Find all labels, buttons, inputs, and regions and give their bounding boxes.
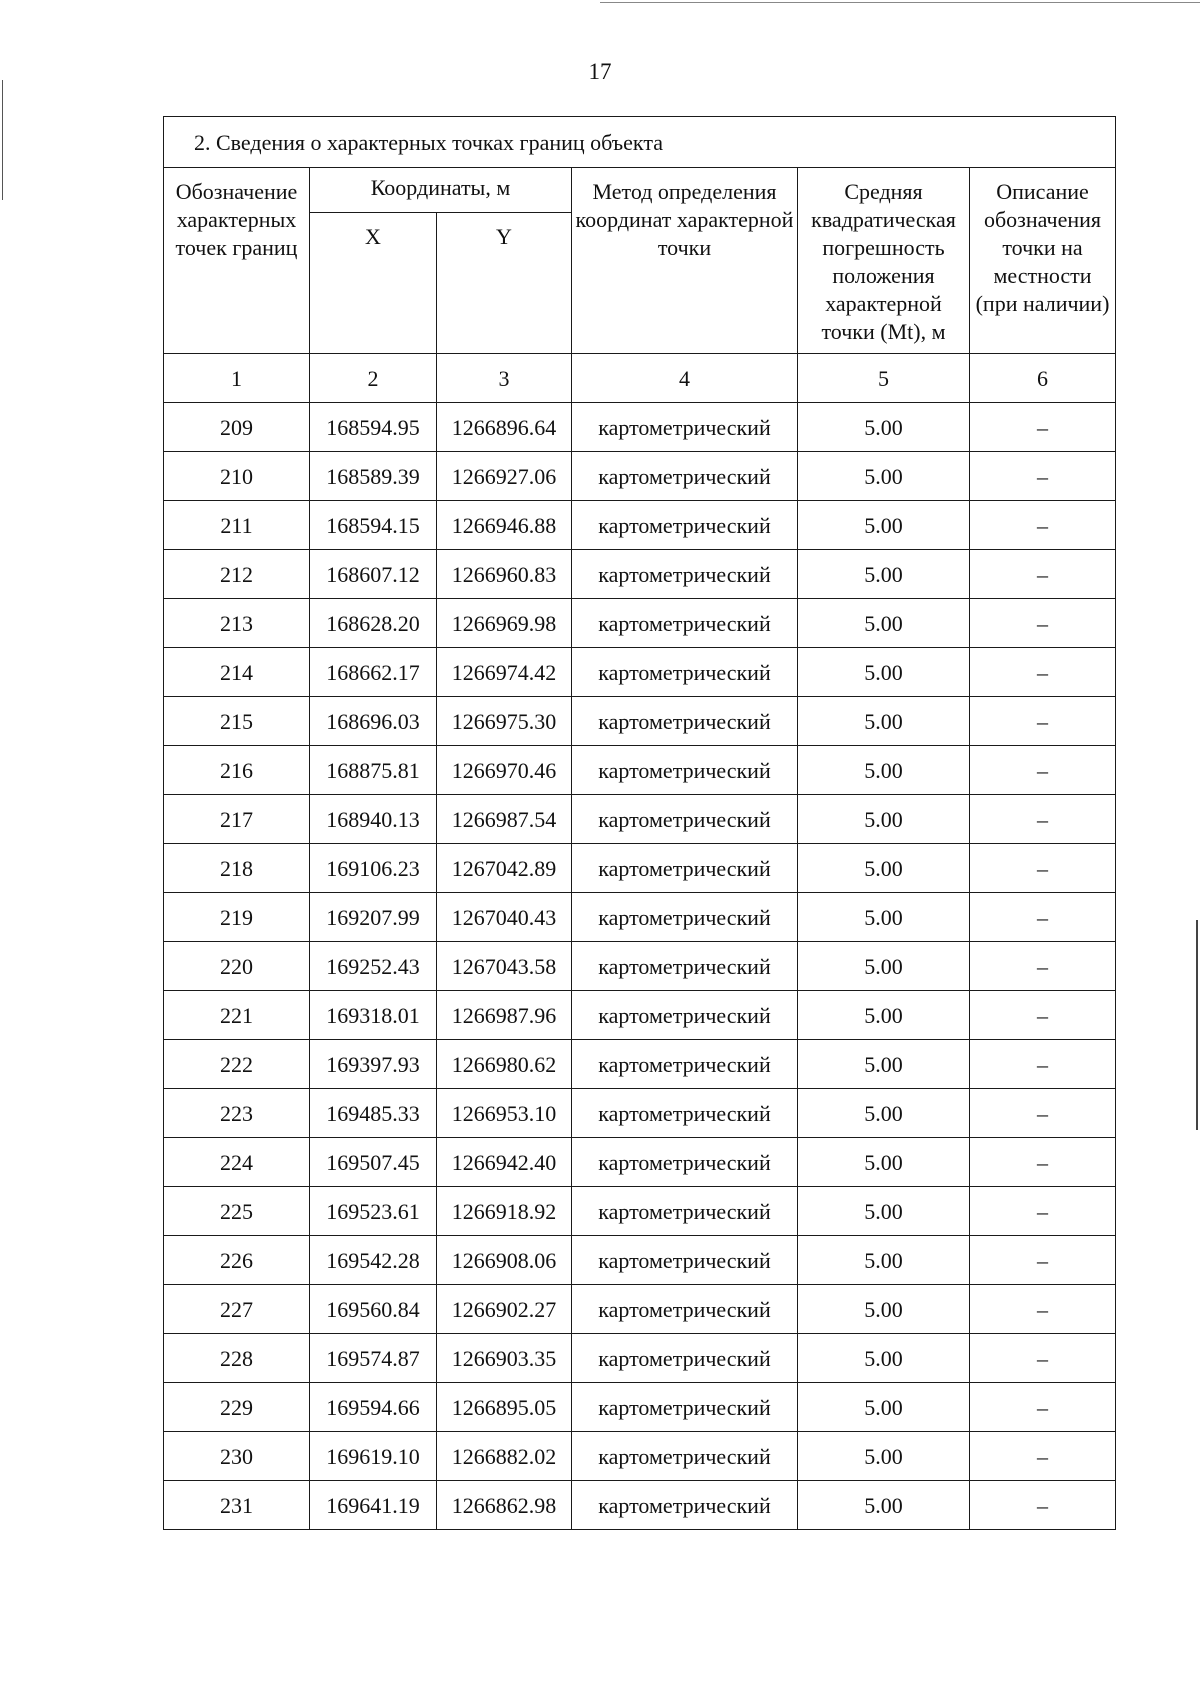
cell-y: 1266960.83 [437, 550, 572, 599]
cell-y: 1266953.10 [437, 1089, 572, 1138]
header-error: Средняя квадратическая погрешность положения характерной точки (Mt), м [798, 168, 970, 354]
header-x: X [310, 213, 437, 354]
cell-point: 217 [164, 795, 310, 844]
table-row [164, 550, 1116, 599]
cell-description: – [970, 991, 1116, 1040]
cell-point: 229 [164, 1383, 310, 1432]
table-row [164, 403, 1116, 452]
cell-point: 214 [164, 648, 310, 697]
cell-error: 5.00 [798, 599, 970, 648]
cell-error: 5.00 [798, 1138, 970, 1187]
cell-description: – [970, 1040, 1116, 1089]
cell-description: – [970, 1138, 1116, 1187]
cell-method: картометрический [572, 746, 798, 795]
cell-method: картометрический [572, 844, 798, 893]
boundary-points-table-wrap [163, 116, 1115, 1530]
cell-error: 5.00 [798, 795, 970, 844]
cell-y: 1266987.54 [437, 795, 572, 844]
cell-y: 1266975.30 [437, 697, 572, 746]
scan-edge-top [600, 2, 1200, 3]
table-row [164, 1187, 1116, 1236]
cell-x: 169542.28 [310, 1236, 437, 1285]
cell-x: 168589.39 [310, 452, 437, 501]
cell-x: 168594.15 [310, 501, 437, 550]
cell-method: картометрический [572, 599, 798, 648]
cell-x: 169485.33 [310, 1089, 437, 1138]
cell-method: картометрический [572, 1285, 798, 1334]
table-row [164, 697, 1116, 746]
cell-y: 1266895.05 [437, 1383, 572, 1432]
cell-point: 219 [164, 893, 310, 942]
cell-description: – [970, 1334, 1116, 1383]
cell-error: 5.00 [798, 1236, 970, 1285]
table-row [164, 1383, 1116, 1432]
cell-point: 213 [164, 599, 310, 648]
cell-y: 1266918.92 [437, 1187, 572, 1236]
header-description: Описание обозначения точки на местности (при наличии) [970, 168, 1116, 354]
cell-y: 1267042.89 [437, 844, 572, 893]
cell-error: 5.00 [798, 1481, 970, 1530]
cell-description: – [970, 1089, 1116, 1138]
cell-description: – [970, 501, 1116, 550]
cell-point: 223 [164, 1089, 310, 1138]
cell-method: картометрический [572, 942, 798, 991]
cell-point: 226 [164, 1236, 310, 1285]
cell-point: 227 [164, 1285, 310, 1334]
cell-x: 169252.43 [310, 942, 437, 991]
cell-point: 210 [164, 452, 310, 501]
table-row [164, 1432, 1116, 1481]
cell-description: – [970, 1187, 1116, 1236]
table-row [164, 1334, 1116, 1383]
cell-error: 5.00 [798, 648, 970, 697]
cell-description: – [970, 746, 1116, 795]
cell-description: – [970, 697, 1116, 746]
cell-x: 169619.10 [310, 1432, 437, 1481]
cell-error: 5.00 [798, 893, 970, 942]
cell-x: 169523.61 [310, 1187, 437, 1236]
cell-error: 5.00 [798, 746, 970, 795]
cell-x: 168696.03 [310, 697, 437, 746]
cell-x: 169318.01 [310, 991, 437, 1040]
header-y: Y [437, 213, 572, 354]
cell-point: 215 [164, 697, 310, 746]
cell-description: – [970, 893, 1116, 942]
cell-x: 168875.81 [310, 746, 437, 795]
cell-method: картометрический [572, 1334, 798, 1383]
cell-error: 5.00 [798, 550, 970, 599]
header-designation: Обозначение характерных точек границ [164, 168, 310, 354]
cell-x: 168940.13 [310, 795, 437, 844]
cell-error: 5.00 [798, 1334, 970, 1383]
cell-description: – [970, 795, 1116, 844]
cell-y: 1266987.96 [437, 991, 572, 1040]
cell-error: 5.00 [798, 1285, 970, 1334]
cell-x: 169574.87 [310, 1334, 437, 1383]
cell-description: – [970, 452, 1116, 501]
cell-y: 1266970.46 [437, 746, 572, 795]
cell-method: картометрический [572, 893, 798, 942]
cell-error: 5.00 [798, 844, 970, 893]
cell-x: 169207.99 [310, 893, 437, 942]
cell-error: 5.00 [798, 452, 970, 501]
table-row [164, 844, 1116, 893]
cell-x: 169641.19 [310, 1481, 437, 1530]
cell-point: 228 [164, 1334, 310, 1383]
cell-description: – [970, 648, 1116, 697]
table-row [164, 893, 1116, 942]
cell-x: 168628.20 [310, 599, 437, 648]
column-numbers-row [164, 354, 1116, 403]
cell-y: 1266862.98 [437, 1481, 572, 1530]
cell-method: картометрический [572, 501, 798, 550]
cell-error: 5.00 [798, 1432, 970, 1481]
column-number: 2 [310, 354, 437, 403]
cell-method: картометрический [572, 1040, 798, 1089]
cell-error: 5.00 [798, 697, 970, 746]
cell-method: картометрический [572, 1187, 798, 1236]
section-title-row [164, 117, 1116, 168]
cell-x: 168662.17 [310, 648, 437, 697]
cell-method: картометрический [572, 1236, 798, 1285]
cell-method: картометрический [572, 648, 798, 697]
cell-error: 5.00 [798, 942, 970, 991]
cell-error: 5.00 [798, 501, 970, 550]
page-number: 17 [588, 59, 612, 84]
cell-y: 1266902.27 [437, 1285, 572, 1334]
cell-y: 1267043.58 [437, 942, 572, 991]
column-number: 6 [970, 354, 1116, 403]
cell-error: 5.00 [798, 403, 970, 452]
cell-method: картометрический [572, 795, 798, 844]
cell-error: 5.00 [798, 991, 970, 1040]
table-row [164, 942, 1116, 991]
table-row [164, 452, 1116, 501]
table-row [164, 1236, 1116, 1285]
cell-description: – [970, 403, 1116, 452]
cell-point: 221 [164, 991, 310, 1040]
cell-method: картометрический [572, 1481, 798, 1530]
cell-point: 222 [164, 1040, 310, 1089]
cell-description: – [970, 844, 1116, 893]
table-row [164, 1285, 1116, 1334]
cell-description: – [970, 1285, 1116, 1334]
column-number: 5 [798, 354, 970, 403]
cell-y: 1266942.40 [437, 1138, 572, 1187]
cell-x: 169106.23 [310, 844, 437, 893]
cell-x: 169507.45 [310, 1138, 437, 1187]
cell-point: 220 [164, 942, 310, 991]
cell-point: 216 [164, 746, 310, 795]
cell-point: 224 [164, 1138, 310, 1187]
cell-y: 1266980.62 [437, 1040, 572, 1089]
cell-y: 1266974.42 [437, 648, 572, 697]
cell-error: 5.00 [798, 1383, 970, 1432]
cell-method: картометрический [572, 550, 798, 599]
table-row [164, 1138, 1116, 1187]
header-method: Метод определения координат характерной точки [572, 168, 798, 354]
table-row [164, 599, 1116, 648]
cell-error: 5.00 [798, 1187, 970, 1236]
cell-description: – [970, 550, 1116, 599]
cell-description: – [970, 1236, 1116, 1285]
cell-x: 168607.12 [310, 550, 437, 599]
header-coordinates: Координаты, м [310, 168, 572, 213]
table-row [164, 746, 1116, 795]
column-number: 4 [572, 354, 798, 403]
table-row [164, 991, 1116, 1040]
boundary-points-table [163, 116, 1116, 1530]
table-row [164, 648, 1116, 697]
cell-y: 1266969.98 [437, 599, 572, 648]
cell-x: 168594.95 [310, 403, 437, 452]
cell-method: картометрический [572, 697, 798, 746]
header-row-1 [164, 168, 1116, 213]
cell-method: картометрический [572, 1138, 798, 1187]
cell-method: картометрический [572, 1432, 798, 1481]
table-row [164, 1089, 1116, 1138]
cell-point: 218 [164, 844, 310, 893]
cell-description: – [970, 1383, 1116, 1432]
cell-point: 211 [164, 501, 310, 550]
cell-y: 1266903.35 [437, 1334, 572, 1383]
cell-description: – [970, 1432, 1116, 1481]
column-number: 3 [437, 354, 572, 403]
cell-y: 1266927.06 [437, 452, 572, 501]
cell-method: картометрический [572, 403, 798, 452]
cell-y: 1266946.88 [437, 501, 572, 550]
table-row [164, 1040, 1116, 1089]
cell-point: 209 [164, 403, 310, 452]
cell-point: 212 [164, 550, 310, 599]
cell-method: картометрический [572, 452, 798, 501]
cell-error: 5.00 [798, 1040, 970, 1089]
scan-edge-right [1196, 920, 1198, 1130]
cell-x: 169594.66 [310, 1383, 437, 1432]
section-title: 2. Сведения о характерных точках границ объекта [164, 117, 1116, 168]
cell-description: – [970, 599, 1116, 648]
cell-x: 169560.84 [310, 1285, 437, 1334]
cell-method: картометрический [572, 991, 798, 1040]
cell-method: картометрический [572, 1383, 798, 1432]
cell-description: – [970, 942, 1116, 991]
scan-edge-left [2, 80, 3, 200]
table-row [164, 795, 1116, 844]
table-row [164, 1481, 1116, 1530]
cell-y: 1266896.64 [437, 403, 572, 452]
cell-point: 231 [164, 1481, 310, 1530]
cell-point: 230 [164, 1432, 310, 1481]
cell-y: 1266908.06 [437, 1236, 572, 1285]
cell-y: 1266882.02 [437, 1432, 572, 1481]
cell-point: 225 [164, 1187, 310, 1236]
cell-description: – [970, 1481, 1116, 1530]
cell-y: 1267040.43 [437, 893, 572, 942]
table-row [164, 501, 1116, 550]
cell-x: 169397.93 [310, 1040, 437, 1089]
cell-error: 5.00 [798, 1089, 970, 1138]
column-number: 1 [164, 354, 310, 403]
cell-method: картометрический [572, 1089, 798, 1138]
